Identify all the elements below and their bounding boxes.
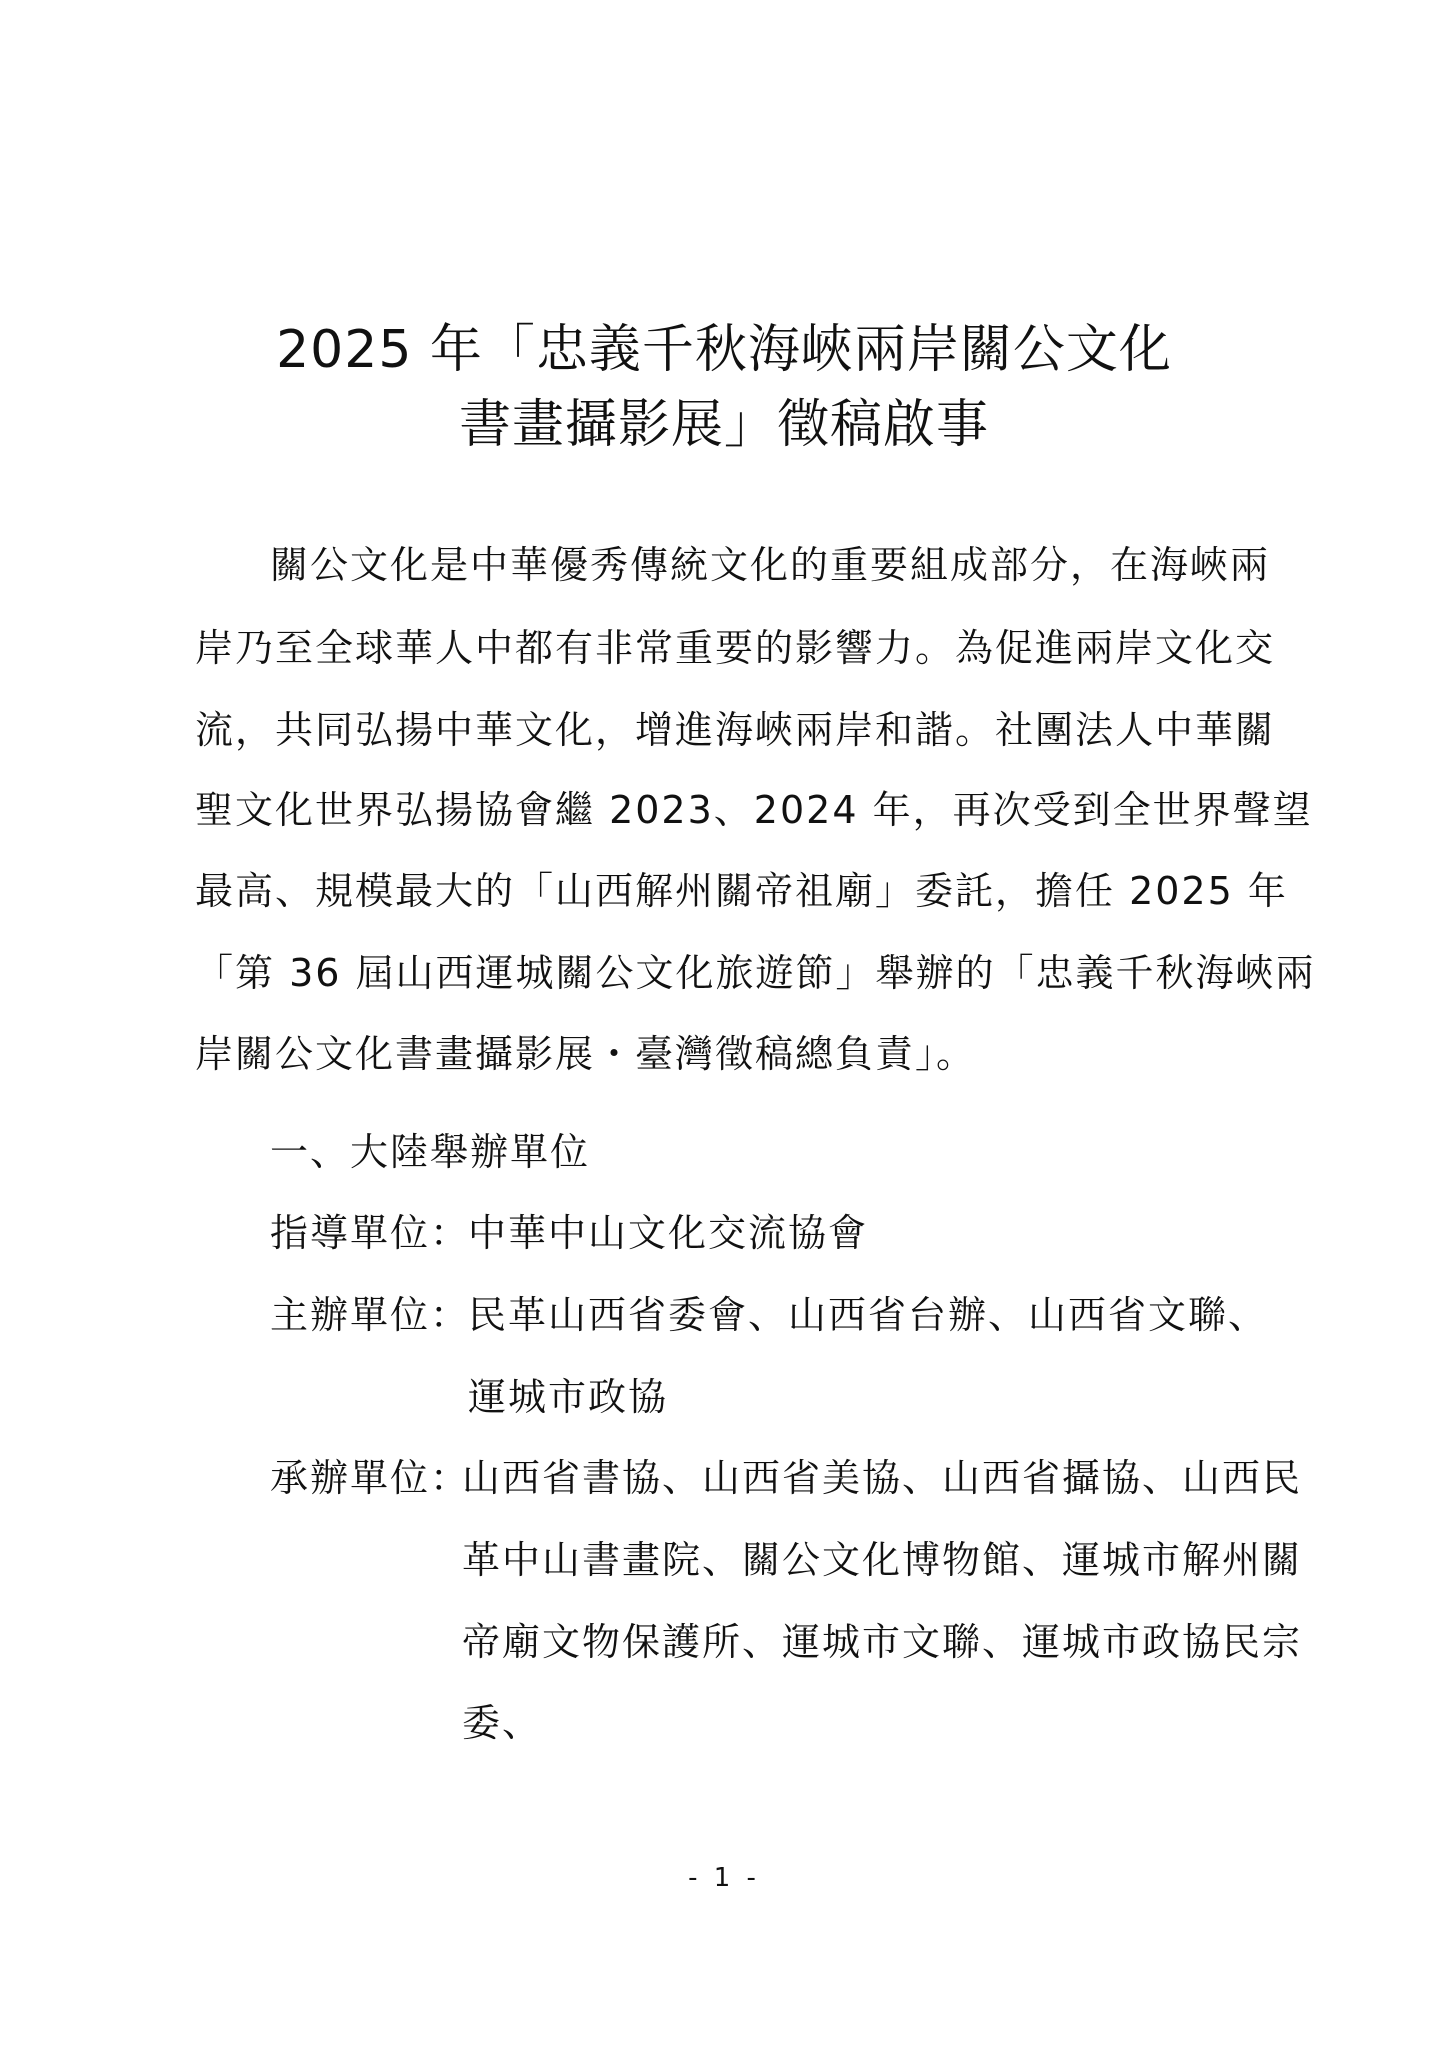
organizer-value-line: 帝廟文物保護所、運城市文聯、運城市政協民宗 — [462, 1620, 1303, 1664]
intro-line: 岸關公文化書畫攝影展・臺灣徵稿總負責」。 — [195, 1032, 977, 1076]
title-line-1: 2025 年「忠義千秋海峽兩岸關公文化 — [276, 320, 1172, 380]
organizer-value-line: 山西省書協、山西省美協、山西省攝協、山西民 — [462, 1456, 1303, 1500]
intro-line: 關公文化是中華優秀傳統文化的重要組成部分，在海峽兩 — [270, 543, 1271, 587]
guidance-label: 指導單位： — [270, 1211, 471, 1255]
intro-line: 聖文化世界弘揚協會繼 2023、2024 年，再次受到全世界聲望 — [195, 788, 1313, 832]
organizer-label: 承辦單位： — [270, 1456, 471, 1500]
host-label: 主辦單位： — [270, 1293, 471, 1337]
intro-line: 岸乃至全球華人中都有非常重要的影響力。為促進兩岸文化交 — [195, 626, 1276, 670]
intro-line: 流，共同弘揚中華文化，增進海峽兩岸和諧。社團法人中華關 — [195, 708, 1276, 752]
intro-line: 最高、規模最大的「山西解州關帝祖廟」委託，擔任 2025 年 — [195, 869, 1288, 913]
page-number: - 1 - — [688, 1863, 760, 1893]
organizer-value-line: 革中山書畫院、關公文化博物館、運城市解州關 — [462, 1538, 1303, 1582]
organizer-value-line: 委、 — [462, 1701, 543, 1745]
section-heading: 一、大陸舉辦單位 — [270, 1130, 591, 1174]
intro-line: 「第 36 屆山西運城關公文化旅遊節」舉辦的「忠義千秋海峽兩 — [195, 951, 1316, 995]
guidance-value: 中華中山文化交流協會 — [468, 1211, 869, 1255]
title-line-2: 書畫攝影展」徵稿啟事 — [458, 395, 989, 455]
host-value-line: 民革山西省委會、山西省台辦、山西省文聯、 — [468, 1293, 1269, 1337]
host-value-line: 運城市政協 — [468, 1375, 669, 1419]
